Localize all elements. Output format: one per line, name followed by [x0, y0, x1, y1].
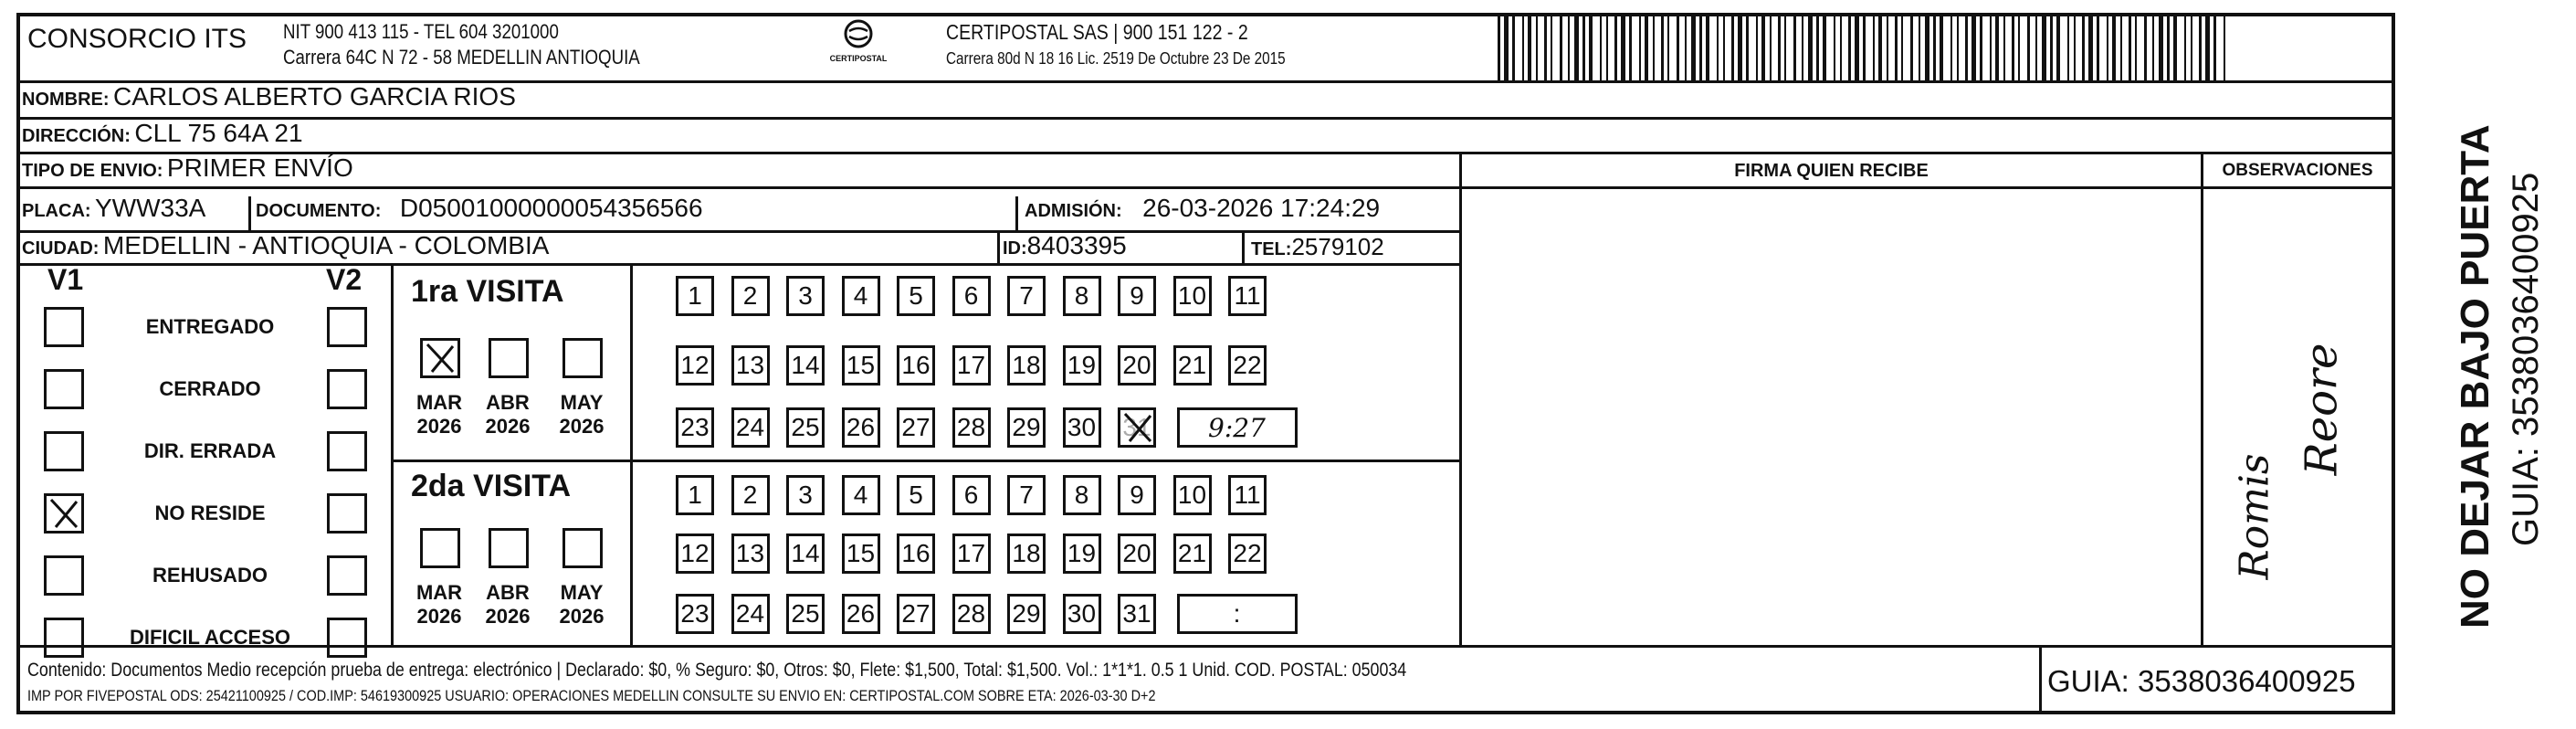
- status-label-entregado: ENTREGADO: [145, 315, 275, 338]
- days-divider: [630, 263, 633, 645]
- second-visit-day[interactable]: 21: [1173, 534, 1212, 574]
- tel-cell: [1251, 233, 1384, 261]
- id-label: ID:: [1003, 238, 1027, 259]
- first-visit-day[interactable]: 30: [1063, 407, 1101, 448]
- id-value: 8403395: [1026, 231, 1127, 259]
- name-row: [22, 82, 516, 111]
- second-visit-month-label: ABR 2026: [485, 581, 531, 628]
- row-line: [20, 263, 1459, 266]
- content-line: Contenido: Documentos Medio recepción prueba de entrega: electrónico | Declarado: $0, % Seguro: $0, Otros: $0, Flete: $1,500, Total: $1,500. Vol.: 1*1*1. 0.5 1 Unid. COD. POSTAL: 050034: [27, 660, 1407, 681]
- name-label: NOMBRE:: [22, 90, 110, 110]
- first-visit-day[interactable]: 11: [1228, 276, 1267, 316]
- courier-address: Carrera 80d N 18 16 Lic. 2519 De Octubre 23 De 2015: [946, 49, 1286, 68]
- tel-label: TEL:: [1251, 239, 1292, 259]
- first-visit-day[interactable]: 6: [952, 276, 991, 316]
- v2-checkbox-dir-errada[interactable]: [327, 431, 367, 471]
- second-visit-day[interactable]: 18: [1007, 534, 1046, 574]
- company-name: CONSORCIO ITS: [27, 24, 247, 54]
- first-visit-day[interactable]: 24: [731, 407, 770, 448]
- plate-cell: [22, 194, 205, 223]
- row-line: [20, 117, 2392, 120]
- address-label: DIRECCIÓN:: [22, 126, 131, 146]
- second-visit-day[interactable]: 11: [1228, 475, 1267, 515]
- second-visit-day[interactable]: 25: [786, 594, 825, 634]
- side-guia: GUIA: 3538036400925: [2506, 172, 2546, 546]
- first-visit-day[interactable]: 28: [952, 407, 991, 448]
- first-visit-month-label: ABR 2026: [485, 391, 531, 438]
- visits-divider: [391, 460, 1459, 462]
- shipment-row: [22, 153, 353, 183]
- second-visit-month-label: MAR 2026: [415, 581, 463, 628]
- footer-guia: GUIA: 3538036400925: [2047, 664, 2356, 698]
- v2-checkbox-dificil-acceso[interactable]: [327, 618, 367, 658]
- second-visit-day[interactable]: 1: [676, 475, 714, 515]
- second-visit-day[interactable]: 13: [731, 534, 770, 574]
- handwritten-observation: Romis Reore: [2231, 343, 2348, 580]
- admission-value: 26-03-2026 17:24:29: [1142, 194, 1381, 222]
- second-visit-day[interactable]: 8: [1063, 475, 1101, 515]
- second-visit-day[interactable]: 19: [1063, 534, 1101, 574]
- v1-checkbox-cerrado[interactable]: [44, 369, 84, 409]
- city-label: CIUDAD:: [22, 238, 100, 259]
- first-visit-day[interactable]: 8: [1063, 276, 1101, 316]
- recipient-address: CLL 75 64A 21: [134, 119, 303, 147]
- second-visit-day[interactable]: 29: [1007, 594, 1046, 634]
- footer-divider: [20, 645, 2392, 648]
- second-visit-day[interactable]: 22: [1228, 534, 1267, 574]
- second-visit-month-mar-checkbox[interactable]: [420, 528, 460, 568]
- signature-header: FIRMA QUIEN RECIBE: [1734, 161, 1929, 181]
- first-visit-day[interactable]: 14: [786, 345, 825, 386]
- tel-divider: [1242, 230, 1245, 263]
- second-visit-day[interactable]: 5: [897, 475, 935, 515]
- company-address: Carrera 64C N 72 - 58 MEDELLIN ANTIOQUIA: [283, 46, 640, 69]
- first-visit-day[interactable]: 21: [1173, 345, 1212, 386]
- first-visit-month-label: MAR 2026: [415, 391, 463, 438]
- first-visit-day[interactable]: 26: [842, 407, 880, 448]
- admission-cell: [1025, 194, 1380, 223]
- second-visit-day[interactable]: 9: [1118, 475, 1156, 515]
- second-visit-day[interactable]: 3: [786, 475, 825, 515]
- second-visit-day[interactable]: 2: [731, 475, 770, 515]
- second-visit-day[interactable]: 31: [1118, 594, 1156, 634]
- admission-divider: [1015, 196, 1018, 230]
- first-visit-day[interactable]: 31: [1118, 407, 1156, 448]
- v1-checkbox-dificil-acceso[interactable]: [44, 618, 84, 658]
- first-visit-day[interactable]: 10: [1173, 276, 1212, 316]
- first-visit-day[interactable]: 18: [1007, 345, 1046, 386]
- first-visit-day[interactable]: 15: [842, 345, 880, 386]
- certipostal-logo: CERTIPOSTAL: [826, 18, 890, 63]
- first-visit-day[interactable]: 16: [897, 345, 935, 386]
- first-visit-day[interactable]: 12: [676, 345, 714, 386]
- second-visit-day[interactable]: 27: [897, 594, 935, 634]
- second-visit-day[interactable]: 14: [786, 534, 825, 574]
- document-label: DOCUMENTO:: [256, 201, 382, 221]
- address-row: [22, 119, 303, 148]
- first-visit-day[interactable]: 2: [731, 276, 770, 316]
- second-visit-month-label: MAY 2026: [559, 581, 605, 628]
- city-cell: [22, 231, 549, 260]
- status-label-dificil-acceso: DIFICIL ACCESO: [129, 626, 290, 649]
- first-visit-day[interactable]: 3: [786, 276, 825, 316]
- first-visit-month-abr-checkbox[interactable]: [489, 338, 529, 378]
- first-visit-day[interactable]: 9: [1118, 276, 1156, 316]
- courier-name: CERTIPOSTAL SAS | 900 151 122 - 2: [946, 20, 1248, 44]
- company-nit: NIT 900 413 115 - TEL 604 3201000: [283, 20, 559, 43]
- side-panel: [2398, 117, 2571, 645]
- first-visit-month-mar-checkbox[interactable]: [420, 338, 460, 378]
- tel-value: 2579102: [1291, 233, 1384, 260]
- status-label-rehusado: REHUSADO: [152, 564, 268, 586]
- signature-area[interactable]: [1462, 188, 2201, 645]
- second-visit-month-abr-checkbox[interactable]: [489, 528, 529, 568]
- v2-checkbox-entregado[interactable]: [327, 307, 367, 347]
- first-visit-day[interactable]: 7: [1007, 276, 1046, 316]
- status-label-cerrado: CERRADO: [159, 377, 261, 400]
- recipient-name: CARLOS ALBERTO GARCIA RIOS: [113, 82, 516, 111]
- first-visit-title: 1ra VISITA: [411, 274, 564, 309]
- second-visit-day[interactable]: 12: [676, 534, 714, 574]
- admission-label: ADMISIÓN:: [1025, 201, 1122, 221]
- first-visit-month-may-checkbox[interactable]: [563, 338, 603, 378]
- first-visit-day[interactable]: 29: [1007, 407, 1046, 448]
- observations-header: OBSERVACIONES: [2222, 161, 2373, 180]
- second-visit-day[interactable]: 28: [952, 594, 991, 634]
- document-value: D05001000000054356566: [399, 194, 703, 222]
- plate-value: YWW33A: [95, 194, 206, 222]
- second-visit-day[interactable]: 16: [897, 534, 935, 574]
- second-visit-time[interactable]: :: [1177, 594, 1298, 634]
- print-line: IMP POR FIVEPOSTAL ODS: 25421100925 / COD.IMP: 54619300925 USUARIO: OPERACIONES MEDELLIN CONSULTE SU ENVIO EN: CERTIPOSTAL.COM SOBRE ETA: 2026-03-30 D+2: [27, 687, 1156, 704]
- second-visit-day[interactable]: 30: [1063, 594, 1101, 634]
- second-visit-day[interactable]: 7: [1007, 475, 1046, 515]
- first-visit-month-label: MAY 2026: [559, 391, 605, 438]
- first-visit-day[interactable]: 4: [842, 276, 880, 316]
- second-visit-day[interactable]: 10: [1173, 475, 1212, 515]
- barcode: [1498, 15, 2228, 80]
- id-cell: [1003, 231, 1127, 260]
- v1-checkbox-entregado[interactable]: [44, 307, 84, 347]
- first-visit-day[interactable]: 13: [731, 345, 770, 386]
- first-visit-day[interactable]: 27: [897, 407, 935, 448]
- city-value: MEDELLIN - ANTIOQUIA - COLOMBIA: [102, 231, 550, 259]
- document-cell: [256, 194, 703, 223]
- first-visit-day[interactable]: 19: [1063, 345, 1101, 386]
- v1-checkbox-dir-errada[interactable]: [44, 431, 84, 471]
- second-visit-title: 2da VISITA: [411, 469, 572, 503]
- first-visit-day[interactable]: 25: [786, 407, 825, 448]
- plate-label: PLACA:: [22, 201, 91, 221]
- second-visit-day[interactable]: 4: [842, 475, 880, 515]
- first-visit-day[interactable]: 1: [676, 276, 714, 316]
- second-visit-day[interactable]: 20: [1118, 534, 1156, 574]
- status-label-no-reside: NO RESIDE: [154, 502, 266, 524]
- no-slip-warning: NO DEJAR BAJO PUERTA: [2453, 124, 2497, 629]
- first-visit-day[interactable]: 22: [1228, 345, 1267, 386]
- second-visit-day[interactable]: 17: [952, 534, 991, 574]
- shipment-type: PRIMER ENVÍO: [166, 153, 353, 182]
- v1-label: V1: [47, 263, 84, 296]
- second-visit-month-may-checkbox[interactable]: [563, 528, 603, 568]
- id-divider: [997, 230, 1000, 263]
- second-visit-day[interactable]: 26: [842, 594, 880, 634]
- row-line: [20, 152, 2392, 154]
- status-divider: [391, 263, 394, 645]
- first-visit-day[interactable]: 17: [952, 345, 991, 386]
- first-visit-day[interactable]: 23: [676, 407, 714, 448]
- first-visit-day[interactable]: 20: [1118, 345, 1156, 386]
- second-visit-day[interactable]: 15: [842, 534, 880, 574]
- v2-checkbox-cerrado[interactable]: [327, 369, 367, 409]
- plate-divider: [248, 196, 251, 230]
- v1-checkbox-rehusado[interactable]: [44, 555, 84, 596]
- first-visit-day[interactable]: 5: [897, 276, 935, 316]
- second-visit-day[interactable]: 23: [676, 594, 714, 634]
- v2-label: V2: [326, 263, 363, 296]
- v2-checkbox-rehusado[interactable]: [327, 555, 367, 596]
- status-label-dir-errada: DIR. ERRADA: [143, 439, 277, 462]
- v1-checkbox-no-reside[interactable]: [44, 493, 84, 534]
- second-visit-day[interactable]: 24: [731, 594, 770, 634]
- v2-checkbox-no-reside[interactable]: [327, 493, 367, 534]
- footer-guia-divider: [2039, 645, 2042, 714]
- observations-left: [2201, 152, 2203, 645]
- second-visit-day[interactable]: 6: [952, 475, 991, 515]
- certipostal-logo-icon: [840, 18, 877, 51]
- first-visit-time[interactable]: 9:27: [1177, 407, 1298, 448]
- shipment-label: TIPO DE ENVIO:: [22, 161, 163, 181]
